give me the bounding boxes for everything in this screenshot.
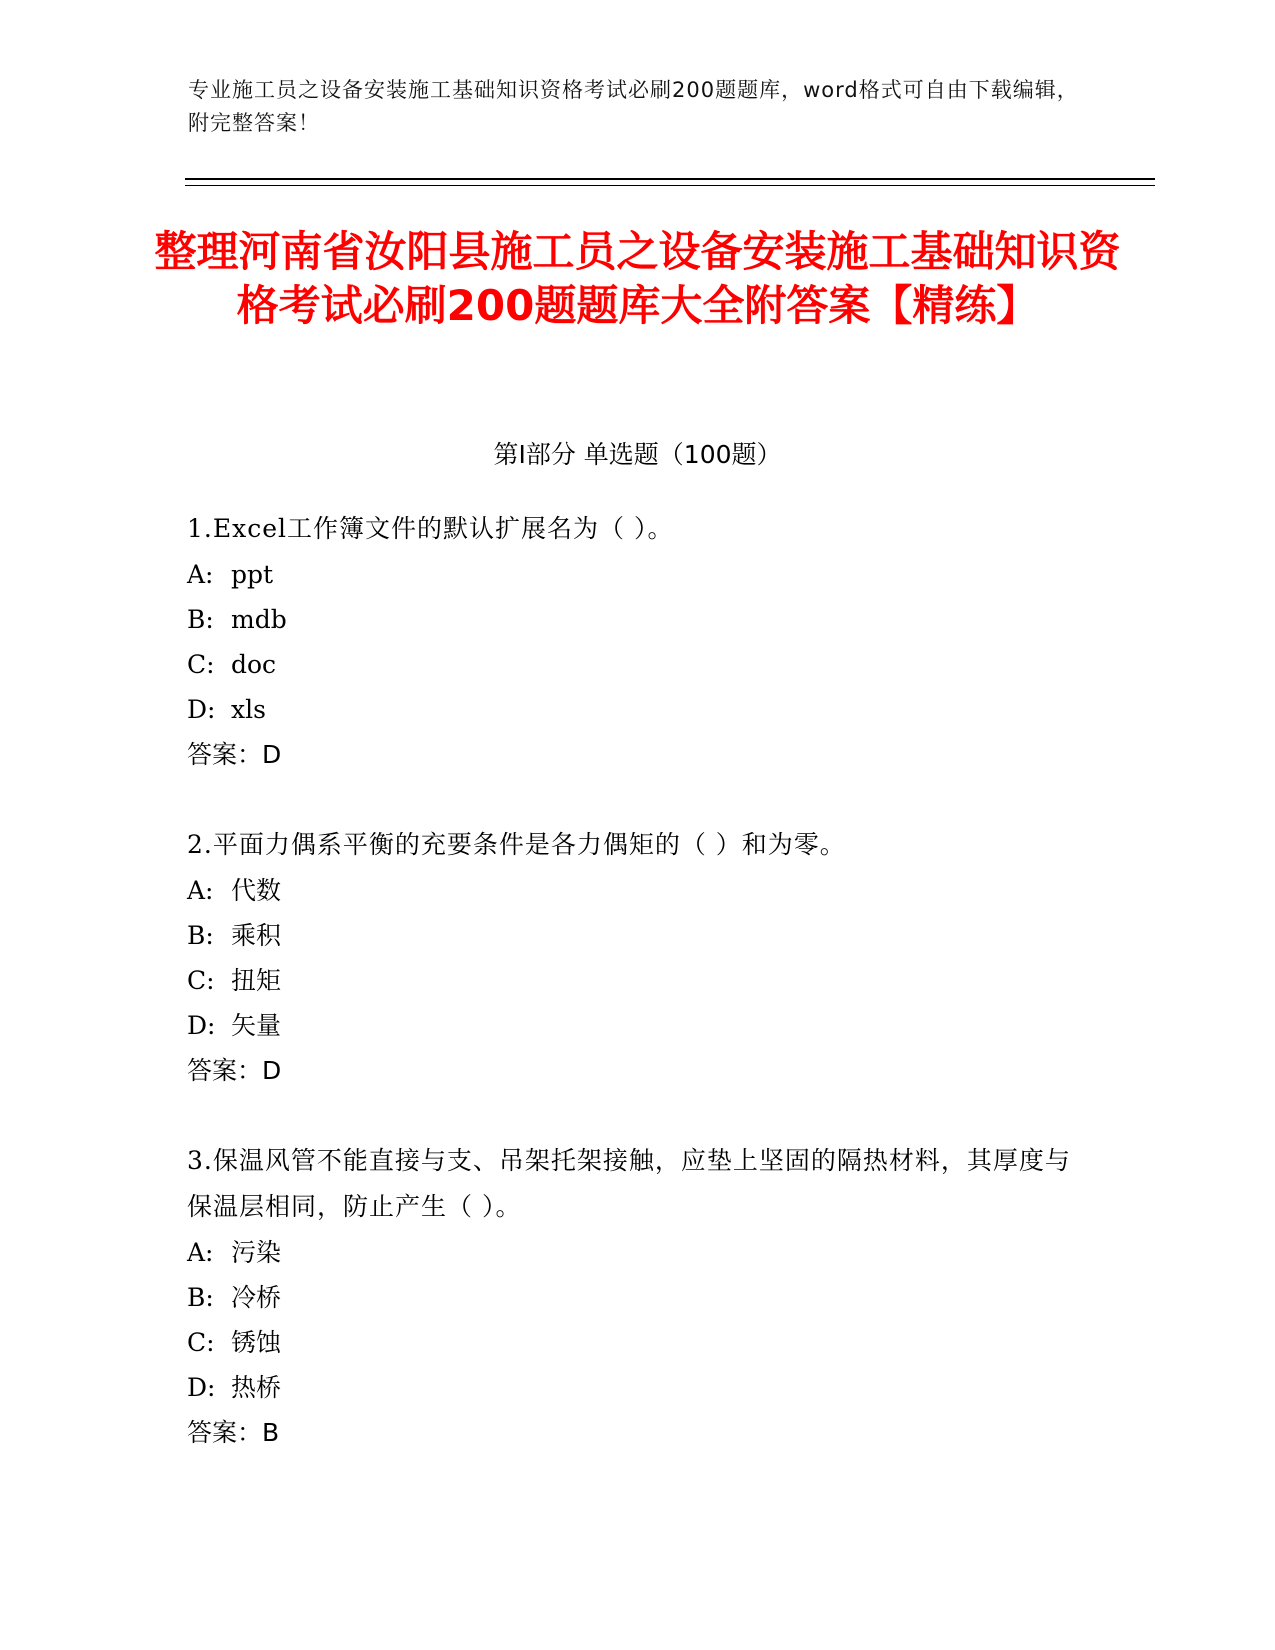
header-note: 专业施工员之设备安装施工基础知识资格考试必刷200题题库，word格式可自由下载编辑，附完整答案！ — [188, 78, 1079, 135]
option-text: 扭矩 — [231, 966, 282, 995]
option-d — [187, 687, 1087, 732]
option-text: 污染 — [231, 1238, 282, 1267]
option-letter: D: — [187, 1011, 216, 1040]
section-heading: 第Ⅰ部分 单选题（100题） — [493, 440, 782, 469]
option-b — [187, 913, 1087, 958]
option-letter: C: — [187, 966, 215, 995]
option-a — [187, 552, 1087, 597]
option-letter: C: — [187, 650, 215, 679]
question-2 — [187, 822, 1087, 1093]
option-letter: A: — [187, 876, 214, 905]
answer: 答案：D — [187, 1056, 282, 1085]
option-letter: C: — [187, 1328, 215, 1357]
option-letter: B: — [187, 605, 214, 634]
option-text: xls — [231, 695, 266, 724]
option-b — [187, 1275, 1087, 1320]
option-d — [187, 1365, 1087, 1410]
option-c — [187, 1320, 1087, 1365]
option-letter: A: — [187, 1238, 214, 1267]
header-rule-thick — [185, 178, 1155, 180]
option-d — [187, 1003, 1087, 1048]
option-text: ppt — [231, 560, 274, 589]
option-a — [187, 1230, 1087, 1275]
header-rule-thin — [185, 185, 1155, 186]
question-1 — [187, 506, 1087, 777]
question-stem: 3.保温风管不能直接与支、吊架托架接触，应垫上坚固的隔热材料，其厚度与保温层相同，防止产生（ ）。 — [187, 1146, 1071, 1221]
option-text: mdb — [231, 605, 287, 634]
question-stem: 2.平面力偶系平衡的充要条件是各力偶矩的（ ）和为零。 — [187, 830, 846, 859]
option-text: 热桥 — [231, 1373, 282, 1402]
option-text: 乘积 — [231, 921, 282, 950]
option-b — [187, 597, 1087, 642]
option-text: doc — [231, 650, 277, 679]
option-letter: D: — [187, 695, 216, 724]
document-title: 整理河南省汝阳县施工员之设备安装施工基础知识资格考试必刷200题题库大全附答案【精练】 — [154, 227, 1121, 330]
option-letter: B: — [187, 921, 214, 950]
option-text: 冷桥 — [231, 1283, 282, 1312]
option-letter: D: — [187, 1373, 216, 1402]
option-c — [187, 958, 1087, 1003]
question-3 — [187, 1138, 1087, 1455]
option-text: 矢量 — [231, 1011, 282, 1040]
answer: 答案：B — [187, 1418, 280, 1447]
option-letter: B: — [187, 1283, 214, 1312]
answer: 答案：D — [187, 740, 282, 769]
option-c — [187, 642, 1087, 687]
option-a — [187, 868, 1087, 913]
option-letter: A: — [187, 560, 214, 589]
question-stem: 1.Excel工作簿文件的默认扩展名为（ ）。 — [187, 514, 674, 543]
option-text: 代数 — [231, 876, 282, 905]
option-text: 锈蚀 — [231, 1328, 282, 1357]
